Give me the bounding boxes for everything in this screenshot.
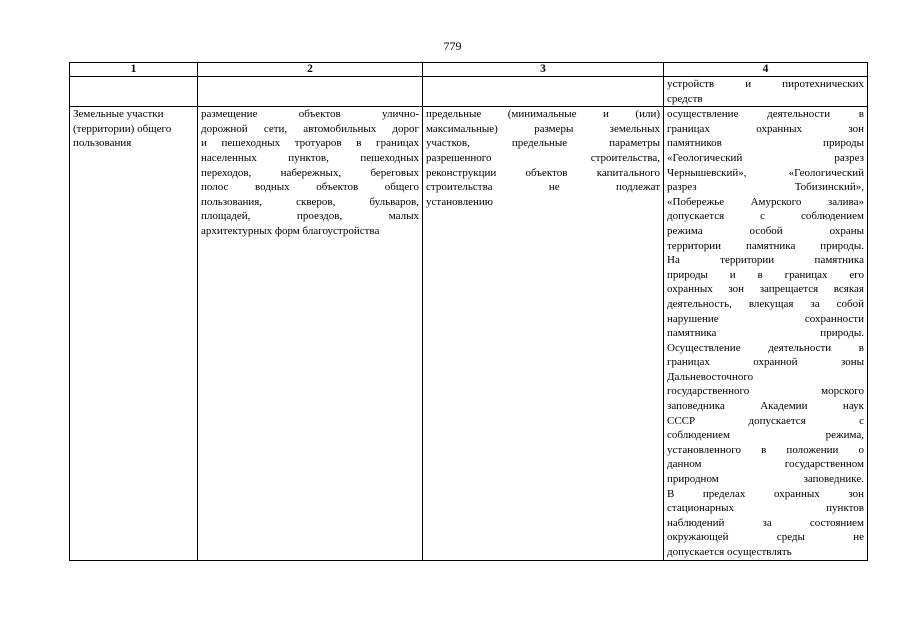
restrictions-text bbox=[667, 107, 864, 559]
text-line: заповедника Академии наук bbox=[667, 400, 864, 413]
text-line: реконструкции объектов капитального bbox=[426, 166, 660, 179]
text-line: пользования bbox=[73, 137, 132, 150]
text-line: и пешеходных тротуаров в границах bbox=[201, 137, 419, 150]
header-row bbox=[70, 63, 868, 77]
header-col-1: 1 bbox=[70, 63, 198, 77]
text-line: границах охранной зоны bbox=[667, 356, 864, 369]
text-line: осуществление деятельности в bbox=[667, 108, 864, 121]
text-line: средств bbox=[667, 92, 703, 105]
text-line: Чернышевский», «Геологический bbox=[667, 166, 864, 179]
text-line: стационарных пунктов bbox=[667, 502, 864, 515]
text-line: пользования, скверов, бульваров, bbox=[201, 195, 419, 208]
permitted-use-text bbox=[201, 107, 419, 238]
cont-text bbox=[667, 77, 864, 106]
text-line: переходов, набережных, береговых bbox=[201, 166, 419, 179]
text-line: Земельные участки bbox=[73, 108, 164, 121]
text-line: наблюдений за состоянием bbox=[667, 516, 864, 529]
text-line: В пределах охранных зон bbox=[667, 487, 864, 500]
text-line: участков, предельные параметры bbox=[426, 137, 660, 150]
text-line: разрез Тобизинский», bbox=[667, 181, 864, 194]
text-line: допускается осуществлять bbox=[667, 546, 792, 558]
text-line: природы и в границах его bbox=[667, 268, 864, 281]
text-line: (территории) общего bbox=[73, 122, 172, 135]
text-line: предельные (минимальные и (или) bbox=[426, 108, 660, 121]
text-line: Дальневосточного bbox=[667, 370, 754, 383]
text-line: допускается с соблюдением bbox=[667, 210, 864, 223]
text-line: природном заповеднике. bbox=[667, 473, 864, 486]
text-line: границах охранных зон bbox=[667, 122, 864, 135]
land-use-cell bbox=[70, 107, 198, 560]
header-col-4: 4 bbox=[664, 63, 868, 77]
cont-cell-4 bbox=[664, 77, 868, 107]
text-line: СССР допускается с bbox=[667, 414, 864, 427]
text-line: нарушение сохранности bbox=[667, 312, 864, 325]
header-col-2: 2 bbox=[198, 63, 423, 77]
text-line: «Геологический разрез bbox=[667, 151, 864, 164]
text-line: архитектурных форм благоустройства bbox=[201, 224, 380, 237]
text-line: государственного морского bbox=[667, 385, 864, 398]
text-line: дорожной сети, автомобильных дорог bbox=[201, 122, 419, 135]
text-line: «Побережье Амурского залива» bbox=[667, 195, 864, 208]
parameters-text bbox=[426, 107, 660, 209]
text-line: размещение объектов улично- bbox=[201, 108, 419, 121]
text-line: территории памятника природы. bbox=[667, 239, 864, 252]
text-line: строительства не подлежат bbox=[426, 181, 660, 194]
cont-cell-1 bbox=[70, 77, 198, 107]
cont-cell-2 bbox=[198, 77, 423, 107]
text-line: памятников природы bbox=[667, 137, 864, 150]
zoning-table bbox=[69, 62, 868, 561]
land-use-text bbox=[73, 107, 194, 151]
text-line: соблюдением режима, bbox=[667, 429, 864, 442]
header-col-3: 3 bbox=[423, 63, 664, 77]
text-line: установлению bbox=[426, 195, 494, 208]
parameters-cell bbox=[423, 107, 664, 560]
text-line: режима особой охраны bbox=[667, 224, 864, 237]
permitted-use-cell bbox=[198, 107, 423, 560]
text-line: охранных зон запрещается всякая bbox=[667, 283, 864, 296]
text-line: населенных пунктов, пешеходных bbox=[201, 151, 419, 164]
cont-cell-3 bbox=[423, 77, 664, 107]
text-line: устройств и пиротехнических bbox=[667, 78, 864, 90]
page-number: 779 bbox=[443, 39, 462, 53]
continuation-row bbox=[70, 77, 868, 107]
text-line: окружающей среды не bbox=[667, 531, 864, 544]
text-line: полос водных объектов общего bbox=[201, 181, 419, 194]
text-line: Осуществление деятельности в bbox=[667, 341, 864, 354]
text-line: данном государственном bbox=[667, 458, 864, 471]
restrictions-cell bbox=[664, 107, 868, 560]
table-row bbox=[70, 107, 868, 560]
text-line: площадей, проездов, малых bbox=[201, 210, 419, 223]
text-line: установленного в положении о bbox=[667, 443, 864, 456]
text-line: максимальные) размеры земельных bbox=[426, 122, 660, 135]
text-line: На территории памятника bbox=[667, 254, 864, 267]
text-line: деятельность, влекущая за собой bbox=[667, 297, 864, 310]
text-line: разрешенного строительства, bbox=[426, 151, 660, 164]
text-line: памятника природы. bbox=[667, 327, 864, 340]
